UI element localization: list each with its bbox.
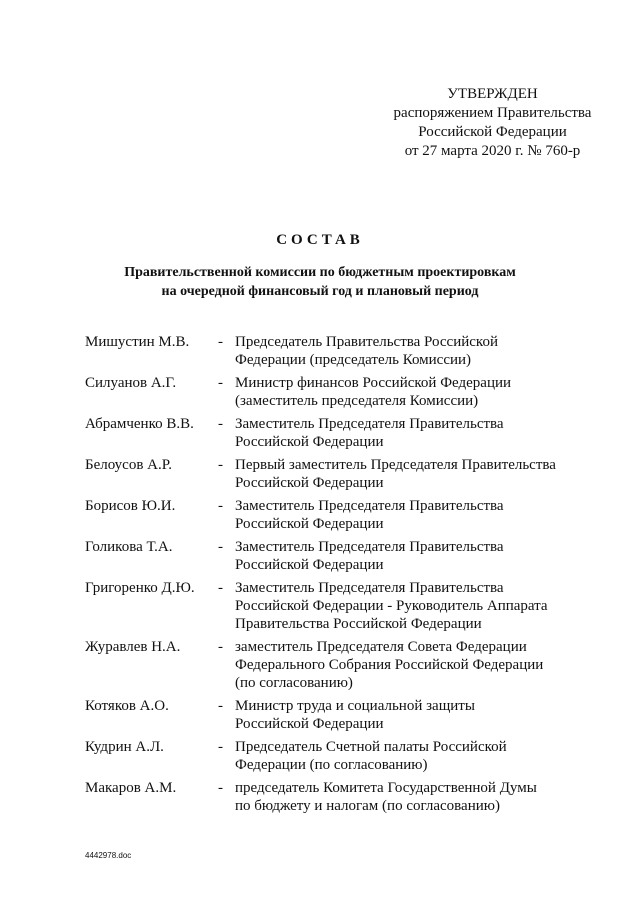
member-dash: - — [218, 457, 223, 473]
member-role — [235, 538, 575, 574]
member-dash: - — [218, 639, 223, 655]
member-role-line: Первый заместитель Председателя Правительства — [235, 457, 556, 473]
member-role-line: Министр финансов Российской Федерации — [235, 375, 512, 391]
member-row — [85, 497, 575, 533]
approval-line: Российской Федерации — [418, 124, 567, 140]
document-title: СОСТАВ — [276, 232, 364, 248]
member-role-line: Федерации (председатель Комиссии) — [235, 352, 472, 368]
member-name: Котяков А.О. — [85, 698, 169, 714]
member-name: Белоусов А.Р. — [85, 457, 172, 473]
member-name: Григоренко Д.Ю. — [85, 580, 195, 596]
member-name: Кудрин А.Л. — [85, 739, 164, 755]
member-role-line: заместитель Председателя Совета Федерации — [235, 639, 527, 655]
member-row — [85, 579, 575, 633]
member-role-line: Российской Федерации — [235, 516, 384, 532]
member-name: Голикова Т.А. — [85, 539, 173, 555]
member-name: Мишустин М.В. — [85, 334, 190, 350]
member-dash: - — [218, 739, 223, 755]
member-role — [235, 738, 575, 774]
member-role-line: Заместитель Председателя Правительства — [235, 539, 504, 555]
member-role-line: Министр труда и социальной защиты — [235, 698, 475, 714]
member-role — [235, 456, 575, 492]
member-role-line: Российской Федерации - Руководитель Аппарата — [235, 598, 548, 614]
member-role-line: Заместитель Председателя Правительства — [235, 498, 504, 514]
member-role — [235, 579, 575, 633]
member-dash: - — [218, 780, 223, 796]
member-role-line: (заместитель председателя Комиссии) — [235, 393, 479, 409]
member-role-line: Российской Федерации — [235, 557, 384, 573]
member-role — [235, 333, 575, 369]
member-role-line: Российской Федерации — [235, 475, 384, 491]
member-name: Борисов Ю.И. — [85, 498, 176, 514]
member-role-line: Заместитель Председателя Правительства — [235, 580, 504, 596]
member-role — [235, 697, 575, 733]
member-dash: - — [218, 539, 223, 555]
member-row — [85, 415, 575, 451]
file-name: 4442978.doc — [85, 851, 132, 860]
member-role-line: по бюджету и налогам (по согласованию) — [235, 798, 500, 814]
approval-title: УТВЕРЖДЕН — [447, 86, 538, 102]
member-role — [235, 415, 575, 451]
member-row — [85, 738, 575, 774]
member-dash: - — [218, 580, 223, 596]
member-dash: - — [218, 334, 223, 350]
approval-line: распоряжением Правительства — [393, 105, 592, 121]
member-row — [85, 456, 575, 492]
member-name: Абрамченко В.В. — [85, 416, 194, 432]
document-subtitle-line: на очередной финансовый год и плановый период — [161, 284, 479, 299]
member-dash: - — [218, 375, 223, 391]
member-role-line: Российской Федерации — [235, 716, 384, 732]
member-row — [85, 779, 575, 815]
member-role-line: Правительства Российской Федерации — [235, 616, 482, 632]
document-heading — [0, 232, 640, 301]
member-role-line: Председатель Счетной палаты Российской — [235, 739, 507, 755]
approval-block — [380, 85, 605, 161]
member-row — [85, 538, 575, 574]
member-row — [85, 333, 575, 369]
member-role — [235, 374, 575, 410]
member-row — [85, 697, 575, 733]
member-role-line: Федерального Собрания Российской Федерации — [235, 657, 544, 673]
member-role-line: Председатель Правительства Российской — [235, 334, 498, 350]
member-role-line: Заместитель Председателя Правительства — [235, 416, 504, 432]
member-dash: - — [218, 498, 223, 514]
member-role-line: Федерации (по согласованию) — [235, 757, 428, 773]
member-name: Макаров А.М. — [85, 780, 177, 796]
member-role-line: председатель Комитета Государственной Думы — [235, 780, 537, 796]
member-role-line: Российской Федерации — [235, 434, 384, 450]
member-role — [235, 497, 575, 533]
members-list — [85, 333, 575, 820]
member-role — [235, 638, 575, 692]
member-name: Силуанов А.Г. — [85, 375, 177, 391]
member-role-line: (по согласованию) — [235, 675, 353, 691]
approval-line: от 27 марта 2020 г. № 760-р — [404, 143, 581, 159]
member-name: Журавлев Н.А. — [85, 639, 181, 655]
member-row — [85, 638, 575, 692]
document-subtitle-line: Правительственной комиссии по бюджетным проектировкам — [124, 265, 516, 280]
member-dash: - — [218, 416, 223, 432]
member-dash: - — [218, 698, 223, 714]
member-role — [235, 779, 575, 815]
member-row — [85, 374, 575, 410]
